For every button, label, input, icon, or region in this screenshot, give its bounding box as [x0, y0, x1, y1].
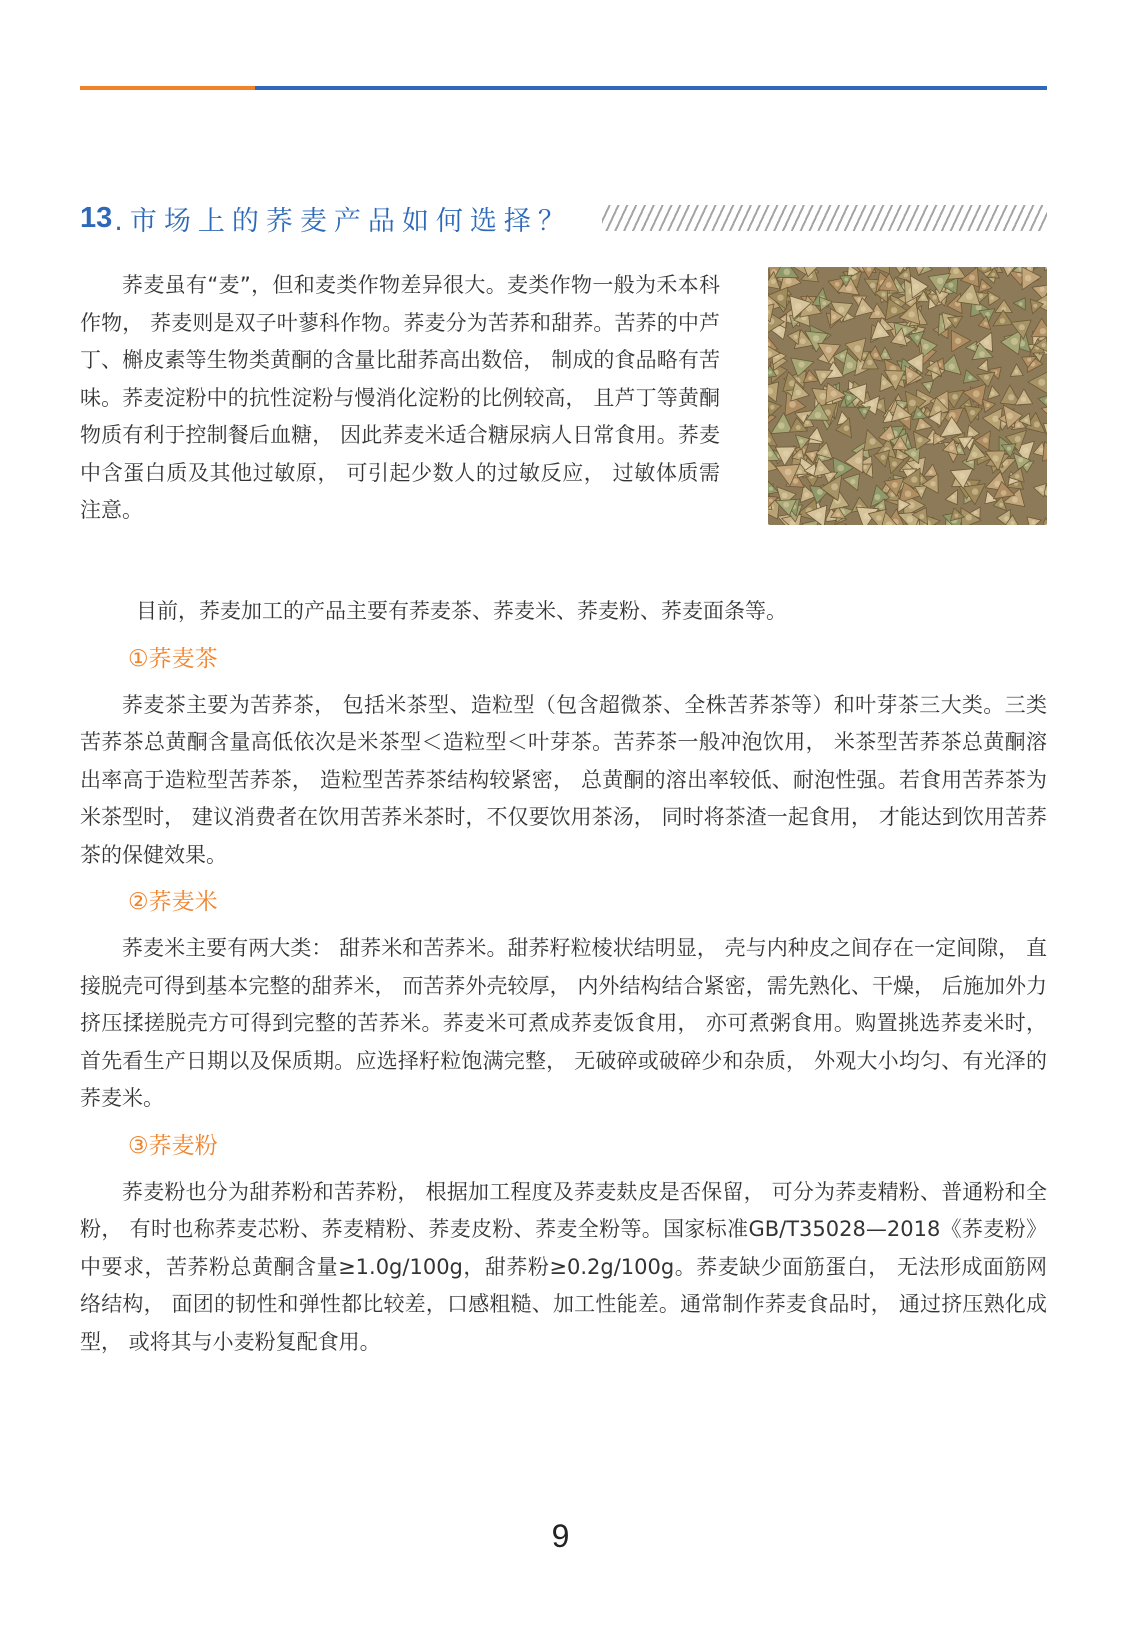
grain-highlight — [784, 269, 791, 276]
grain-highlight — [957, 448, 961, 452]
grain-highlight — [919, 514, 924, 519]
grain-highlight — [976, 305, 982, 311]
grain-highlight — [1024, 418, 1028, 422]
grain-highlight — [805, 421, 809, 425]
grain-highlight — [937, 437, 941, 441]
grain-highlight — [854, 345, 861, 352]
grain-highlight — [953, 268, 959, 274]
grain-highlight — [982, 364, 986, 368]
grain-highlight — [861, 306, 867, 312]
buckwheat-tea-paragraph: 荞麦茶主要为苦荞茶， 包括米茶型、造粒型（包含超微茶、全株苦荞茶等）和叶芽茶三大类。三类苦荞茶总黄酮含量高低依次是米茶型＜造粒型＜叶芽茶。苦荞茶一般冲泡饮用， 米茶型苦荞茶总黄酮溶出率高于造粒型苦荞茶， 造粒型苦荞茶结构较紧密， 总黄酮的溶出率较低、耐泡性强。若食用苦荞茶为米茶型时， 建议消费者在饮用苦荞米茶时，不仅要饮用茶汤， 同时将茶渣一起食用， 才能达到饮用苦荞茶的保健效果。 — [80, 692, 1047, 867]
grain-highlight — [907, 372, 912, 377]
grain-highlight — [988, 496, 992, 500]
grain-highlight — [891, 375, 897, 381]
grain-highlight — [882, 380, 887, 385]
grain-highlight — [810, 453, 814, 457]
grain-highlight — [810, 469, 814, 473]
grain-highlight — [1040, 328, 1046, 334]
grain-highlight — [968, 431, 972, 435]
grain-highlight — [986, 403, 990, 407]
grain-highlight — [867, 267, 872, 272]
grain-highlight — [845, 278, 849, 282]
grain-highlight — [777, 295, 783, 301]
grain-highlight — [991, 391, 995, 395]
grain-highlight — [935, 416, 939, 420]
grain-highlight — [969, 275, 975, 281]
grain-highlight — [785, 278, 791, 284]
grain-highlight — [999, 503, 1003, 507]
grain-highlight — [813, 335, 820, 342]
grain-highlight — [915, 360, 921, 366]
subheading-buckwheat-rice: ②荞麦米 — [128, 889, 218, 915]
grain-highlight — [935, 406, 941, 412]
grain-highlight — [838, 307, 844, 313]
header-rule-blue — [255, 86, 1047, 90]
grain-highlight — [879, 504, 883, 508]
grain-highlight — [984, 340, 990, 346]
grain-highlight — [1039, 448, 1043, 452]
grain-highlight — [897, 336, 902, 341]
grain-highlight — [891, 307, 897, 313]
grain-highlight — [892, 461, 897, 466]
grain-highlight — [856, 390, 862, 396]
grain-highlight — [949, 364, 955, 370]
section-title: .市场上的荞麦产品如何选择？ — [114, 205, 572, 237]
grain-highlight — [911, 476, 917, 482]
grain-highlight — [1018, 457, 1023, 462]
grain-highlight — [862, 354, 866, 358]
grain-highlight — [1031, 520, 1035, 524]
grain-highlight — [815, 512, 821, 518]
grain-highlight — [869, 401, 875, 407]
grain-highlight — [1000, 318, 1005, 323]
grain-highlight — [1008, 268, 1012, 272]
grain-highlight — [837, 465, 844, 472]
grain-highlight — [785, 469, 792, 476]
intro-paragraph: 荞麦虽有“麦”，但和麦类作物差异很大。麦类作物一般为禾本科作物， 荞麦则是双子叶蓼科作物。荞麦分为苦荞和甜荞。苦荞的中芦丁、槲皮素等生物类黄酮的含量比甜荞高出数倍， 制成的食品略有苦味。荞麦淀粉中的抗性淀粉与慢消化淀粉的比例较高， 且芦丁等黄酮物质有利于控制餐后血糖， 因此荞麦米适合糖尿病人日常食用。荞麦中含蛋白质及其他过敏原， 可引起少数人的过敏反应， 过敏体质需注意。 — [80, 273, 720, 522]
grain-highlight — [1007, 413, 1013, 419]
grain-highlight — [968, 376, 972, 380]
grain-highlight — [808, 376, 812, 380]
grain-highlight — [955, 514, 959, 518]
grain-highlight — [1004, 516, 1009, 521]
grain-highlight — [769, 499, 773, 503]
grain-highlight — [828, 473, 832, 477]
grain-highlight — [911, 451, 916, 456]
grain-highlight — [846, 286, 852, 292]
intro-block — [80, 267, 720, 530]
grain-highlight — [794, 335, 798, 339]
header-rule — [80, 86, 1047, 90]
grain-highlight — [1012, 497, 1018, 503]
grain-highlight — [955, 338, 961, 344]
grain-highlight — [992, 273, 996, 277]
grain-highlight — [1014, 370, 1018, 374]
grain-highlight — [909, 400, 916, 407]
grain-highlight — [782, 493, 788, 499]
grain-highlight — [914, 463, 920, 469]
grain-highlight — [835, 282, 840, 287]
grain-highlight — [915, 335, 920, 340]
grain-highlight — [793, 478, 798, 483]
grain-highlight — [971, 346, 975, 350]
grain-highlight — [826, 347, 832, 353]
grain-highlight — [783, 502, 789, 508]
grain-highlight — [887, 433, 893, 439]
buckwheat-grain-photo — [768, 267, 1047, 525]
grain-highlight — [822, 301, 826, 305]
grain-highlight — [1019, 302, 1023, 306]
grain-highlight — [799, 361, 805, 367]
grain-highlight — [796, 390, 802, 396]
grain-highlight — [974, 511, 978, 515]
subheading-buckwheat-tea: ①荞麦茶 — [128, 645, 218, 672]
grain-highlight — [815, 412, 821, 418]
grain-highlight — [769, 487, 773, 491]
grain-highlight — [783, 450, 789, 456]
grain-highlight — [990, 296, 994, 300]
grain-highlight — [846, 362, 853, 369]
grain-highlight — [1025, 275, 1031, 281]
grain-highlight — [847, 396, 852, 401]
page-number: 9 — [551, 1518, 570, 1554]
grain-highlight — [798, 453, 802, 457]
section-number: 13 — [80, 201, 113, 234]
grain-highlight — [1008, 394, 1014, 400]
grain-highlight — [832, 315, 837, 320]
grain-highlight — [874, 353, 879, 358]
grain-highlight — [789, 401, 796, 408]
grain-highlight — [913, 283, 919, 289]
grain-highlight — [949, 446, 954, 451]
grain-highlight — [900, 504, 904, 508]
grain-highlight — [870, 283, 875, 288]
grain-highlight — [1033, 304, 1037, 308]
grain-highlight — [970, 410, 975, 415]
grain-highlight — [953, 318, 957, 322]
heading-hatch-decoration — [602, 205, 1047, 231]
grain-highlight — [840, 417, 844, 421]
grain-highlight — [966, 293, 973, 300]
grain-highlight — [1021, 397, 1026, 402]
grain-highlight — [1011, 521, 1015, 525]
grain-highlight — [979, 294, 983, 298]
grain-highlight — [984, 375, 989, 380]
grain-highlight — [952, 394, 958, 400]
grain-highlight — [1034, 422, 1040, 428]
grain-highlight — [817, 489, 823, 495]
grain-highlight — [815, 434, 819, 438]
grain-highlight — [776, 328, 781, 333]
grain-highlight — [982, 285, 986, 289]
grain-highlight — [875, 311, 880, 316]
grain-highlight — [937, 278, 943, 284]
grain-highlight — [923, 344, 929, 350]
grain-highlight — [836, 513, 840, 517]
grain-highlight — [992, 416, 998, 422]
grain-highlight — [917, 412, 921, 416]
grain-highlight — [831, 483, 838, 490]
buckwheat-flour-paragraph: 荞麦粉也分为甜荞粉和苦荞粉， 根据加工程度及荞麦麸皮是否保留， 可分为荞麦精粉、普通粉和全粉， 有时也称荞麦芯粉、荞麦精粉、荞麦皮粉、荞麦全粉等。国家标准GB/T35028—2018《荞麦粉》中要求，苦荞粉总黄酮含量≥1.0g/100g，甜荞粉≥0.2g/100g。荞麦缺少面筋蛋白， 无法形成面筋网络结构， 面团的韧性和弹性都比较差，口感粗糙、加工性能差。通常制作荞麦食品时， 通过挤压熟化成型， 或将其与小麦粉复配食用。 — [80, 1179, 1047, 1354]
grain-highlight — [920, 424, 925, 429]
grain-highlight — [892, 482, 898, 488]
grain-highlight — [1040, 287, 1045, 292]
grain-highlight — [818, 466, 823, 471]
grain-kernel — [1044, 267, 1047, 271]
grain-highlight — [881, 455, 886, 460]
grain-highlight — [973, 390, 980, 397]
grain-highlight — [846, 315, 850, 319]
grain-highlight — [1007, 447, 1011, 451]
grain-highlight — [909, 311, 915, 317]
grain-highlight — [1039, 488, 1043, 492]
grain-highlight — [855, 457, 862, 464]
grain-highlight — [798, 470, 802, 474]
grain-highlight — [1038, 379, 1045, 386]
products-lead-paragraph: 目前，荞麦加工的产品主要有荞麦茶、荞麦米、荞麦粉、荞麦面条等。 — [136, 599, 787, 623]
grain-highlight — [979, 351, 985, 357]
grain-highlight — [867, 360, 872, 365]
grain-highlight — [874, 494, 880, 500]
grain-highlight — [796, 425, 801, 430]
grain-highlight — [1001, 490, 1007, 496]
grain-highlight — [898, 412, 904, 418]
grain-highlight — [821, 373, 826, 378]
grain-highlight — [800, 338, 806, 344]
grain-highlight — [927, 384, 931, 388]
grain-highlight — [1023, 447, 1029, 453]
grain-highlight — [993, 455, 999, 461]
grain-highlight — [1042, 343, 1046, 347]
grain-highlight — [907, 516, 914, 523]
grain-highlight — [778, 422, 785, 429]
grain-highlight — [881, 292, 885, 296]
grain-highlight — [850, 479, 855, 484]
grain-highlight — [883, 353, 887, 357]
grain-highlight — [966, 514, 972, 520]
grain-highlight — [886, 282, 892, 288]
grain-highlight — [840, 354, 845, 359]
main-content — [80, 593, 1047, 1361]
grain-highlight — [1015, 474, 1020, 479]
grain-highlight — [795, 303, 802, 310]
grain-highlight — [933, 367, 938, 372]
grain-highlight — [804, 492, 809, 497]
grain-highlight — [876, 515, 882, 521]
grain-highlight — [844, 426, 849, 431]
grain-highlight — [984, 322, 988, 326]
grain-highlight — [932, 295, 936, 299]
grain-highlight — [930, 481, 935, 486]
grain-highlight — [959, 473, 965, 479]
grain-highlight — [770, 405, 775, 410]
grain-highlight — [849, 270, 853, 274]
grain-highlight — [768, 371, 772, 375]
grain-highlight — [823, 450, 828, 455]
grain-highlight — [919, 489, 923, 493]
grain-highlight — [887, 416, 891, 420]
grain-highlight — [972, 488, 978, 494]
grain-highlight — [929, 470, 933, 474]
grain-highlight — [1011, 338, 1018, 345]
header-rule-orange — [80, 86, 255, 90]
buckwheat-rice-paragraph: 荞麦米主要有两大类： 甜荞米和苦荞米。甜荞籽粒棱状结明显， 壳与内种皮之间存在一定间隙， 直接脱壳可得到基本完整的甜荞米， 而苦荞外壳较厚， 内外结构结合紧密，需先熟化、干燥， 后施加外力挤压揉搓脱壳方可得到完整的苦荞米。荞麦米可煮成荞麦饭食用， 亦可煮粥食用。购置挑选荞麦米时， 首先看生产日期以及保质期。应选择籽粒饱满完整， 无破碎或破碎少和杂质， 外观大小均匀、有光泽的荞麦米。 — [80, 936, 1047, 1110]
grain-highlight — [1027, 358, 1031, 362]
grain-highlight — [1019, 324, 1025, 330]
grain-highlight — [819, 393, 826, 400]
grain-highlight — [951, 495, 955, 499]
grain-highlight — [948, 426, 954, 432]
grain-highlight — [869, 438, 875, 444]
grain-highlight — [863, 465, 867, 469]
grain-highlight — [1015, 436, 1021, 442]
grain-highlight — [898, 443, 903, 448]
grain-highlight — [877, 329, 883, 335]
grain-highlight — [964, 439, 968, 443]
grain-highlight — [799, 439, 803, 443]
grain-highlight — [771, 279, 776, 284]
grain-highlight — [948, 283, 953, 288]
grain-highlight — [972, 452, 978, 458]
grain-highlight — [904, 273, 908, 277]
grain-highlight — [863, 410, 867, 414]
grain-highlight — [905, 491, 911, 497]
grain-highlight — [917, 437, 922, 442]
grain-highlight — [983, 438, 988, 443]
grain-highlight — [921, 296, 925, 300]
subheading-buckwheat-flour: ③荞麦粉 — [128, 1132, 218, 1159]
grain-highlight — [1016, 423, 1020, 427]
grain-highlight — [831, 391, 837, 397]
section-heading — [80, 198, 1047, 238]
